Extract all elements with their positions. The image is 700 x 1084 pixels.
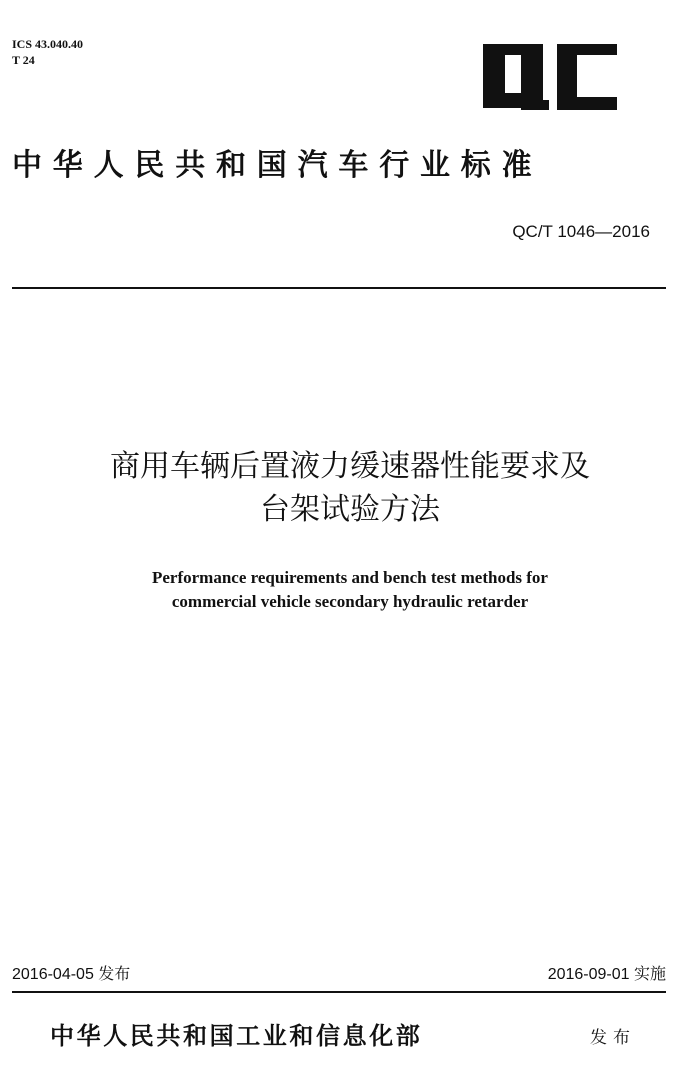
qc-logo	[483, 44, 617, 110]
english-title	[0, 566, 700, 614]
classification-codes	[12, 36, 83, 68]
publisher-name: 中华人民共和国工业和信息化部	[50, 1021, 423, 1050]
ccs-code: T 24	[12, 53, 35, 67]
ics-code: ICS 43.040.40	[12, 37, 84, 51]
english-title-line-1: Performance requirements and bench test methods for	[152, 568, 548, 587]
issue-date: 2016-04-05 发布	[12, 966, 131, 983]
english-title-line-2: commercial vehicle secondary hydraulic retarder	[171, 592, 529, 611]
chinese-title	[0, 445, 700, 531]
standard-number: QC/T 1046—2016	[512, 222, 650, 241]
top-divider	[12, 287, 666, 289]
chinese-title-line-2: 台架试验方法	[260, 492, 440, 527]
chinese-title-line-1: 商用车辆后置液力缓速器性能要求及	[110, 449, 590, 484]
publish-label: 发布	[590, 1028, 636, 1048]
bottom-divider	[12, 991, 666, 993]
qc-logo-graphic	[483, 44, 617, 110]
industry-standard-heading: 中华人民共和国汽车行业标准	[12, 148, 543, 183]
implementation-date: 2016-09-01 实施	[547, 966, 666, 983]
